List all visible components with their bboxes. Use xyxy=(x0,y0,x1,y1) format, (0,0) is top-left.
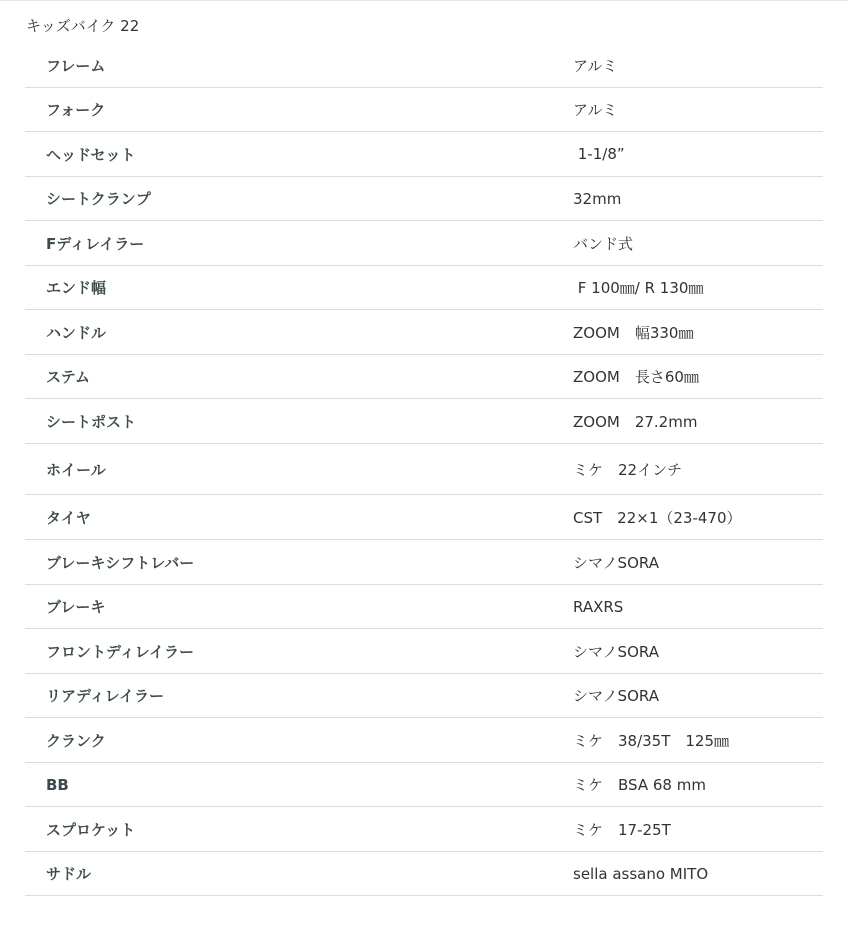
spec-label: ブレーキ xyxy=(46,598,106,616)
spec-label: タイヤ xyxy=(46,508,91,527)
spec-label: サドル xyxy=(46,865,92,883)
spec-row xyxy=(25,355,823,399)
spec-label: ヘッドセット xyxy=(46,145,136,164)
spec-row xyxy=(25,444,823,495)
spec-value: ミケ BSA 68 mm xyxy=(573,776,706,794)
spec-value: アルミ xyxy=(573,101,618,119)
spec-row xyxy=(25,852,823,896)
spec-row xyxy=(25,629,823,674)
spec-table xyxy=(25,43,823,896)
spec-value: 1-1/8” xyxy=(573,145,625,163)
spec-label: フォーク xyxy=(46,101,106,119)
spec-value: ZOOM 27.2mm xyxy=(573,412,698,431)
spec-label: BB xyxy=(46,775,69,794)
spec-row xyxy=(25,807,823,852)
spec-label: シートポスト xyxy=(46,412,137,431)
spec-row xyxy=(25,718,823,763)
spec-value: CST 22×1（23-470） xyxy=(573,508,742,527)
spec-value: ミケ 17-25T xyxy=(573,820,671,839)
spec-row xyxy=(25,43,823,88)
spec-label: ホイール xyxy=(46,460,106,479)
spec-label: エンド幅 xyxy=(46,279,107,297)
spec-row xyxy=(25,495,823,540)
spec-value: 32mm xyxy=(573,189,622,208)
spec-label: スプロケット xyxy=(46,820,136,839)
spec-value: ミケ 38/35T 125㎜ xyxy=(573,731,730,750)
spec-value: アルミ xyxy=(573,56,618,75)
spec-row xyxy=(25,674,823,718)
spec-value: シマノSORA xyxy=(573,687,659,705)
spec-label: ブレーキシフトレバー xyxy=(46,553,195,572)
spec-value: RAXRS xyxy=(573,597,624,616)
spec-label: フロントディレイラー xyxy=(46,642,195,661)
spec-value: sella assano MITO xyxy=(573,864,709,883)
spec-row xyxy=(25,132,823,177)
spec-value: バンド式 xyxy=(573,234,634,253)
spec-row xyxy=(25,540,823,585)
spec-value: ミケ 22インチ xyxy=(573,460,683,479)
spec-row xyxy=(25,221,823,266)
spec-label: Fディレイラー xyxy=(46,234,145,253)
spec-row xyxy=(25,88,823,132)
spec-value: ZOOM 長さ60㎜ xyxy=(573,368,699,386)
spec-label: リアディレイラー xyxy=(46,687,165,705)
top-divider xyxy=(0,0,848,1)
spec-value: シマノSORA xyxy=(573,553,659,572)
spec-label: フレーム xyxy=(46,56,106,75)
spec-label: クランク xyxy=(46,731,106,750)
spec-row xyxy=(25,763,823,807)
spec-row xyxy=(25,266,823,310)
spec-row xyxy=(25,310,823,355)
spec-row xyxy=(25,177,823,221)
page-title: キッズバイク 22 xyxy=(26,17,140,35)
spec-value: ZOOM 幅330㎜ xyxy=(573,323,694,342)
spec-row xyxy=(25,399,823,444)
spec-value: F 100㎜/ R 130㎜ xyxy=(573,279,704,297)
spec-label: ハンドル xyxy=(46,323,107,342)
spec-value: シマノSORA xyxy=(573,642,659,661)
spec-label: ステム xyxy=(46,368,90,386)
spec-label: シートクランプ xyxy=(46,190,151,208)
spec-row xyxy=(25,585,823,629)
